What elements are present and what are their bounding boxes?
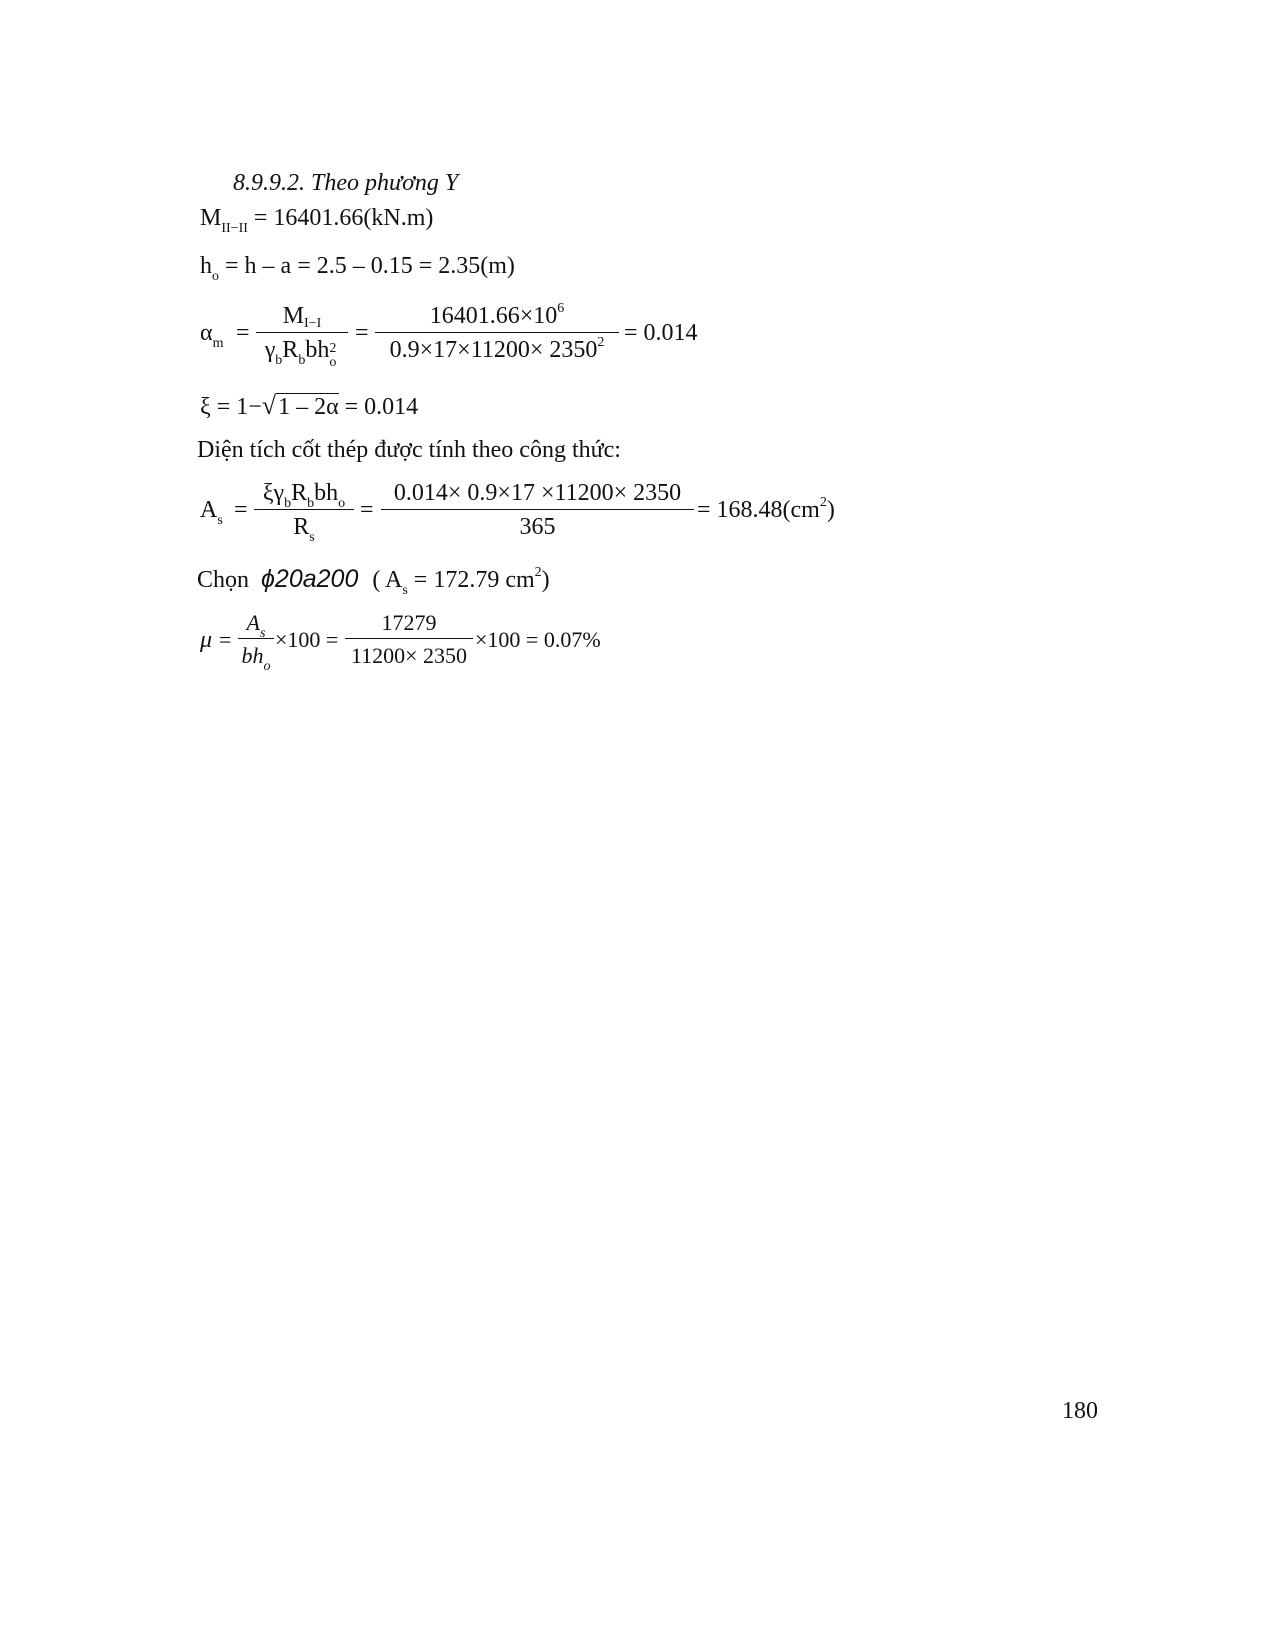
moment-subscript: II−II [221,221,248,236]
moment-value: = 16401.66(kN.m) [247,205,434,231]
h0-symbol: h [200,253,212,279]
as-fraction-1: $\xi\gamma_bR_bbh_o$ $R_s$ [254,480,354,541]
h0-equation [200,253,515,284]
steel-area-intro: Diện tích cốt thép được tính theo công thức: [197,437,621,463]
alpha-m-f1-numerator: M [282,303,305,329]
as-fraction-2: 0.014× 0.9×17 ×11200× 2350 365 [381,480,694,541]
alpha-m-result: = 0.014 [624,320,698,346]
fraction-bar [238,638,274,639]
fraction-bar [256,332,348,333]
fraction-bar [375,332,619,333]
moment-symbol: M [200,205,222,231]
page-number: 180 [1062,1398,1098,1424]
fraction-bar [345,638,473,639]
as-result: = $168.48(cm^2)$ [697,495,835,523]
rebar-spec: ϕ20a200 [261,565,359,593]
mu-fraction-1: $A_s$ $bh_o$ [238,610,274,669]
alpha-m-equals-1: = [236,320,250,346]
section-heading: 8.9.9.2. Theo phương Y [233,170,459,196]
alpha-m-symbol: α [200,320,213,346]
alpha-m-fraction-2: $16401.66\times 10^6$ $0.9\times 17\times 11200\times 2350^2$ [375,303,619,364]
alpha-m-equals-2: = [355,320,369,346]
alpha-m-subscript: m [212,336,224,351]
moment-equation [200,205,434,236]
mu-result: ×100 = 0.07% [475,627,601,652]
h0-value: = h – a = 2.5 – 0.15 = 2.35(m) [219,253,515,279]
rebar-choice: Chọn ϕ20a200 ( $A_s = 172.79$ $cm^2$) [197,565,550,598]
h0-subscript: o [212,269,219,284]
mu-fraction-2: 17279 11200× 2350 [345,610,473,669]
square-root: √1 – 2α [261,391,339,420]
xi-equation: ξ = 1−√1 – 2α = 0.014 [200,391,419,420]
alpha-m-fraction-1: MI−I $\gamma_bR_bbh$ 2 o [256,303,348,364]
fraction-bar [381,509,694,510]
